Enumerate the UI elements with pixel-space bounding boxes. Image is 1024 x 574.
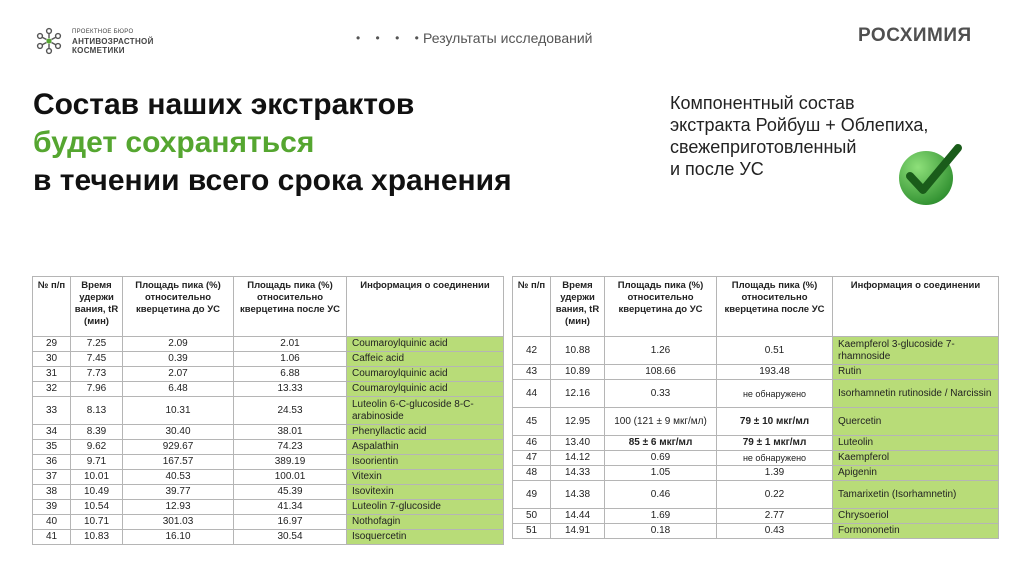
table-body-right — [513, 337, 999, 539]
cell-info: Coumaroylquinic acid — [347, 367, 504, 382]
cell-time: 9.62 — [71, 440, 123, 455]
logo-line-2: АНТИВОЗРАСТНОЙ — [72, 36, 154, 46]
cell-area-after: 389.19 — [234, 455, 347, 470]
cell-area-before: 2.09 — [123, 337, 234, 352]
cell-area-before: 85 ± 6 мкг/мл — [605, 436, 717, 451]
cell-info: Kaempferol 3-glucoside 7-rhamnoside — [833, 337, 999, 365]
cell-area-after: 38.01 — [234, 425, 347, 440]
cell-time: 10.83 — [71, 530, 123, 545]
cell-area-before: 1.05 — [605, 466, 717, 481]
table-row — [33, 352, 504, 367]
cell-area-before: 0.69 — [605, 451, 717, 466]
header-time: Время удержи вания, tR (мин) — [551, 277, 605, 337]
cell-area-after: 193.48 — [717, 365, 833, 380]
checkmark-icon — [896, 142, 966, 208]
cell-num: 44 — [513, 380, 551, 408]
logo-line-3: КОСМЕТИКИ — [72, 45, 125, 55]
header-num: № п/п — [513, 277, 551, 337]
cell-area-before: 30.40 — [123, 425, 234, 440]
table-body-left — [33, 337, 504, 545]
cell-area-after: 13.33 — [234, 382, 347, 397]
cell-area-after: 0.43 — [717, 524, 833, 539]
table-row — [513, 380, 999, 408]
cell-area-after: 0.51 — [717, 337, 833, 365]
cell-area-before: 167.57 — [123, 455, 234, 470]
cell-info: Formononetin — [833, 524, 999, 539]
cell-info: Isorhamnetin rutinoside / Narcissin — [833, 380, 999, 408]
table-row — [513, 466, 999, 481]
cell-area-before: 108.66 — [605, 365, 717, 380]
cell-info: Isoquercetin — [347, 530, 504, 545]
cell-num: 40 — [33, 515, 71, 530]
cell-time: 12.95 — [551, 408, 605, 436]
cell-area-before: 0.46 — [605, 481, 717, 509]
cell-num: 45 — [513, 408, 551, 436]
cell-area-after: 6.88 — [234, 367, 347, 382]
cell-info: Luteolin 7-glucoside — [347, 500, 504, 515]
cell-area-after: 24.53 — [234, 397, 347, 425]
cell-info: Luteolin — [833, 436, 999, 451]
cell-info: Apigenin — [833, 466, 999, 481]
cell-num: 29 — [33, 337, 71, 352]
subtitle-line-2: экстракта Ройбуш + Облепиха, — [670, 115, 929, 135]
cell-time: 14.33 — [551, 466, 605, 481]
cell-time: 9.71 — [71, 455, 123, 470]
cell-info: Vitexin — [347, 470, 504, 485]
cell-time: 10.71 — [71, 515, 123, 530]
table-row — [33, 440, 504, 455]
cell-area-before: 10.31 — [123, 397, 234, 425]
cell-num: 32 — [33, 382, 71, 397]
cell-info: Coumaroylquinic acid — [347, 382, 504, 397]
cell-num: 35 — [33, 440, 71, 455]
table-row — [33, 530, 504, 545]
cell-area-after: 45.39 — [234, 485, 347, 500]
cell-info: Kaempferol — [833, 451, 999, 466]
cell-num: 49 — [513, 481, 551, 509]
cell-area-before: 39.77 — [123, 485, 234, 500]
cell-time: 14.44 — [551, 509, 605, 524]
headline — [33, 86, 512, 200]
header-info: Информация о соединении — [347, 277, 504, 337]
section-title: Результаты исследований — [423, 30, 593, 46]
cell-time: 10.89 — [551, 365, 605, 380]
cell-num: 50 — [513, 509, 551, 524]
cell-num: 34 — [33, 425, 71, 440]
cell-info: Quercetin — [833, 408, 999, 436]
cell-info: Luteolin 6-C-glucoside 8-C-arabinoside — [347, 397, 504, 425]
cell-area-before: 16.10 — [123, 530, 234, 545]
cell-area-before: 100 (121 ± 9 мкг/мл) — [605, 408, 717, 436]
headline-line-3: в течении всего срока хранения — [33, 164, 512, 197]
cell-area-before: 301.03 — [123, 515, 234, 530]
cell-info: Aspalathin — [347, 440, 504, 455]
table-row — [33, 485, 504, 500]
cell-num: 37 — [33, 470, 71, 485]
cell-area-after: 74.23 — [234, 440, 347, 455]
cell-num: 38 — [33, 485, 71, 500]
table-row — [33, 425, 504, 440]
cell-area-before: 1.26 — [605, 337, 717, 365]
cell-area-after: 2.01 — [234, 337, 347, 352]
cell-num: 47 — [513, 451, 551, 466]
cell-info: Isovitexin — [347, 485, 504, 500]
cell-area-before: 1.69 — [605, 509, 717, 524]
table-row — [33, 397, 504, 425]
table-row — [513, 337, 999, 365]
cell-info: Isoorientin — [347, 455, 504, 470]
cell-area-after: 1.39 — [717, 466, 833, 481]
cell-info: Rutin — [833, 365, 999, 380]
cell-num: 36 — [33, 455, 71, 470]
headline-line-2: будет сохраняться — [33, 126, 315, 159]
cell-info: Tamarixetin (Isorhamnetin) — [833, 481, 999, 509]
subtitle-line-4: и после УС — [670, 159, 764, 179]
cell-num: 46 — [513, 436, 551, 451]
cell-area-after: 16.97 — [234, 515, 347, 530]
compounds-table-right — [512, 276, 999, 539]
header-area-after: Площадь пика (%) относительно кверцетина после УС — [717, 277, 833, 337]
cell-time: 8.13 — [71, 397, 123, 425]
cell-area-after: 79 ± 1 мкг/мл — [717, 436, 833, 451]
cell-area-after: не обнаружено — [717, 451, 833, 466]
cell-info: Caffeic acid — [347, 352, 504, 367]
cell-area-after: 30.54 — [234, 530, 347, 545]
logo-line-1: ПРОЕКТНОЕ БЮРО — [72, 28, 134, 35]
table-row — [33, 500, 504, 515]
cell-area-before: 6.48 — [123, 382, 234, 397]
header-area-before: Площадь пика (%) относительно кверцетина до УС — [605, 277, 717, 337]
compounds-table-left — [32, 276, 504, 545]
table-row — [513, 524, 999, 539]
cell-time: 7.73 — [71, 367, 123, 382]
cell-num: 30 — [33, 352, 71, 367]
cell-num: 39 — [33, 500, 71, 515]
subtitle — [670, 92, 928, 180]
table-row — [33, 337, 504, 352]
table-row — [33, 455, 504, 470]
header-area-after: Площадь пика (%) относительно кверцетина после УС — [234, 277, 347, 337]
cell-num: 41 — [33, 530, 71, 545]
header-area-before: Площадь пика (%) относительно кверцетина до УС — [123, 277, 234, 337]
header-time: Время удержи вания, tR (мин) — [71, 277, 123, 337]
cell-time: 7.96 — [71, 382, 123, 397]
cell-area-before: 0.18 — [605, 524, 717, 539]
cell-area-after: 79 ± 10 мкг/мл — [717, 408, 833, 436]
cell-info: Phenyllactic acid — [347, 425, 504, 440]
cell-num: 31 — [33, 367, 71, 382]
cell-time: 7.45 — [71, 352, 123, 367]
table-row — [33, 470, 504, 485]
cell-area-after: не обнаружено — [717, 380, 833, 408]
cell-area-before: 2.07 — [123, 367, 234, 382]
table-row — [513, 436, 999, 451]
cell-time: 13.40 — [551, 436, 605, 451]
cell-time: 14.12 — [551, 451, 605, 466]
table-row — [33, 382, 504, 397]
cell-num: 43 — [513, 365, 551, 380]
cell-num: 48 — [513, 466, 551, 481]
cell-area-after: 0.22 — [717, 481, 833, 509]
cell-num: 51 — [513, 524, 551, 539]
table-row — [33, 515, 504, 530]
cell-info: Chrysoeriol — [833, 509, 999, 524]
cell-num: 33 — [33, 397, 71, 425]
cell-time: 8.39 — [71, 425, 123, 440]
cell-area-before: 0.33 — [605, 380, 717, 408]
cell-area-after: 41.34 — [234, 500, 347, 515]
cell-time: 12.16 — [551, 380, 605, 408]
table-row — [513, 509, 999, 524]
header-num: № п/п — [33, 277, 71, 337]
table-row — [513, 408, 999, 436]
cell-area-before: 0.39 — [123, 352, 234, 367]
table-row — [513, 481, 999, 509]
table-row — [513, 365, 999, 380]
cell-time: 10.49 — [71, 485, 123, 500]
table-row — [513, 451, 999, 466]
molecule-logo-icon — [34, 26, 64, 56]
cell-time: 10.54 — [71, 500, 123, 515]
cell-area-after: 2.77 — [717, 509, 833, 524]
brand-logo: РОСХИМИЯ — [858, 25, 972, 46]
table-row — [33, 367, 504, 382]
cell-info: Nothofagin — [347, 515, 504, 530]
nav-dots[interactable]: • • • • — [356, 31, 425, 45]
cell-info: Coumaroylquinic acid — [347, 337, 504, 352]
cell-area-before: 12.93 — [123, 500, 234, 515]
subtitle-line-1: Компонентный состав — [670, 93, 855, 113]
cell-time: 10.88 — [551, 337, 605, 365]
cell-time: 10.01 — [71, 470, 123, 485]
header-info: Информация о соединении — [833, 277, 999, 337]
subtitle-line-3: свежеприготовленный — [670, 137, 857, 157]
headline-line-1: Состав наших экстрактов — [33, 88, 415, 121]
cell-num: 42 — [513, 337, 551, 365]
cell-time: 14.91 — [551, 524, 605, 539]
cell-time: 14.38 — [551, 481, 605, 509]
cell-area-before: 40.53 — [123, 470, 234, 485]
cell-area-after: 100.01 — [234, 470, 347, 485]
cell-time: 7.25 — [71, 337, 123, 352]
cell-area-before: 929.67 — [123, 440, 234, 455]
logo[interactable] — [34, 26, 154, 56]
cell-area-after: 1.06 — [234, 352, 347, 367]
